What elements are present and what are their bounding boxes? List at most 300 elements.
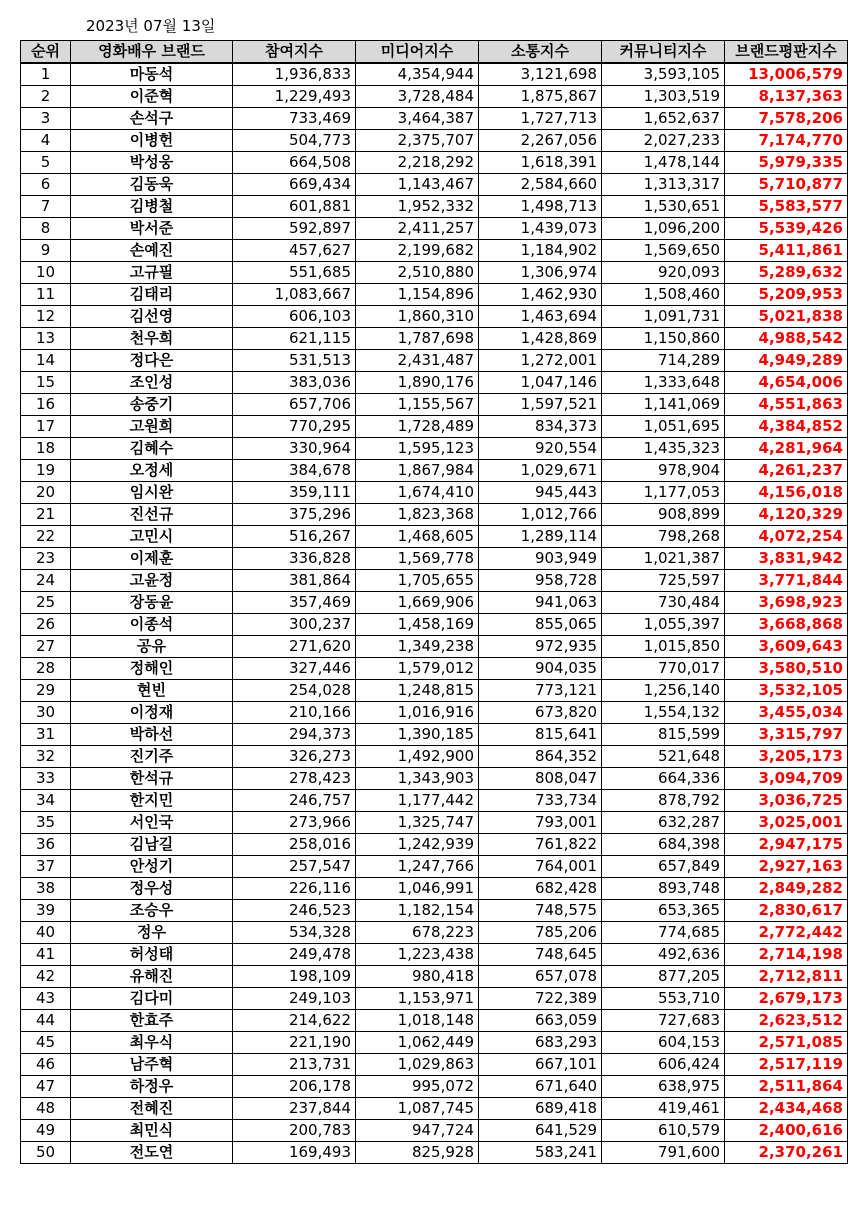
participation-index-cell: 534,328 — [233, 922, 356, 944]
table-row — [21, 746, 848, 768]
date-label: 2023년 07월 13일 — [86, 17, 216, 35]
actor-name-cell: 김선영 — [71, 306, 233, 328]
rank-cell: 34 — [21, 790, 71, 812]
communication-index-cell: 958,728 — [479, 570, 602, 592]
actor-name-cell: 이제훈 — [71, 548, 233, 570]
brand-reputation-index-cell: 3,036,725 — [725, 790, 848, 812]
table-header — [21, 41, 848, 64]
participation-index-cell: 516,267 — [233, 526, 356, 548]
community-index-cell: 1,256,140 — [602, 680, 725, 702]
actor-name-cell: 박하선 — [71, 724, 233, 746]
brand-reputation-index-cell: 3,315,797 — [725, 724, 848, 746]
rank-cell: 21 — [21, 504, 71, 526]
media-index-cell: 1,062,449 — [356, 1032, 479, 1054]
rank-cell: 7 — [21, 196, 71, 218]
participation-index-cell: 246,523 — [233, 900, 356, 922]
table-row — [21, 702, 848, 724]
community-index-cell: 1,150,860 — [602, 328, 725, 350]
rank-cell: 10 — [21, 262, 71, 284]
communication-index-cell: 1,184,902 — [479, 240, 602, 262]
media-index-cell: 1,823,368 — [356, 504, 479, 526]
participation-index-cell: 273,966 — [233, 812, 356, 834]
communication-index-cell: 1,029,671 — [479, 460, 602, 482]
table-row — [21, 174, 848, 196]
media-index-cell: 1,325,747 — [356, 812, 479, 834]
participation-index-cell: 271,620 — [233, 636, 356, 658]
rank-cell: 47 — [21, 1076, 71, 1098]
participation-index-cell: 258,016 — [233, 834, 356, 856]
table-row — [21, 460, 848, 482]
actor-name-cell: 정다은 — [71, 350, 233, 372]
communication-index-cell: 682,428 — [479, 878, 602, 900]
table-row — [21, 1076, 848, 1098]
participation-index-cell: 657,706 — [233, 394, 356, 416]
communication-index-cell: 920,554 — [479, 438, 602, 460]
brand-reputation-index-cell: 5,289,632 — [725, 262, 848, 284]
rank-cell: 9 — [21, 240, 71, 262]
participation-index-cell: 357,469 — [233, 592, 356, 614]
actor-name-cell: 김남길 — [71, 834, 233, 856]
participation-index-cell: 384,678 — [233, 460, 356, 482]
media-index-cell: 1,468,605 — [356, 526, 479, 548]
community-index-cell: 1,313,317 — [602, 174, 725, 196]
community-index-cell: 2,027,233 — [602, 130, 725, 152]
table-body — [21, 63, 848, 1164]
actor-name-cell: 이병헌 — [71, 130, 233, 152]
table-row — [21, 306, 848, 328]
community-index-cell: 1,015,850 — [602, 636, 725, 658]
actor-name-cell: 김혜수 — [71, 438, 233, 460]
table-row — [21, 1032, 848, 1054]
communication-index-cell: 864,352 — [479, 746, 602, 768]
actor-name-cell: 진기주 — [71, 746, 233, 768]
community-index-cell: 798,268 — [602, 526, 725, 548]
participation-index-cell: 601,881 — [233, 196, 356, 218]
rank-cell: 23 — [21, 548, 71, 570]
community-index-cell: 1,051,695 — [602, 416, 725, 438]
rank-cell: 19 — [21, 460, 71, 482]
table-row — [21, 548, 848, 570]
communication-index-cell: 1,306,974 — [479, 262, 602, 284]
brand-reputation-index-cell: 8,137,363 — [725, 86, 848, 108]
brand-reputation-index-cell: 5,411,861 — [725, 240, 848, 262]
actor-name-cell: 손석구 — [71, 108, 233, 130]
media-index-cell: 1,705,655 — [356, 570, 479, 592]
communication-index-cell: 785,206 — [479, 922, 602, 944]
rank-cell: 28 — [21, 658, 71, 680]
rank-cell: 42 — [21, 966, 71, 988]
table-row — [21, 130, 848, 152]
rank-cell: 46 — [21, 1054, 71, 1076]
actor-name-cell: 장동윤 — [71, 592, 233, 614]
community-index-cell: 1,435,323 — [602, 438, 725, 460]
community-index-cell: 920,093 — [602, 262, 725, 284]
participation-index-cell: 383,036 — [233, 372, 356, 394]
participation-index-cell: 213,731 — [233, 1054, 356, 1076]
media-index-cell: 1,046,991 — [356, 878, 479, 900]
actor-name-cell: 하정우 — [71, 1076, 233, 1098]
media-index-cell: 980,418 — [356, 966, 479, 988]
rank-cell: 24 — [21, 570, 71, 592]
media-index-cell: 678,223 — [356, 922, 479, 944]
communication-index-cell: 1,597,521 — [479, 394, 602, 416]
rank-cell: 3 — [21, 108, 71, 130]
brand-reputation-index-cell: 2,714,198 — [725, 944, 848, 966]
rank-cell: 13 — [21, 328, 71, 350]
community-index-cell: 604,153 — [602, 1032, 725, 1054]
actor-name-cell: 마동석 — [71, 63, 233, 86]
participation-index-cell: 237,844 — [233, 1098, 356, 1120]
community-index-cell: 606,424 — [602, 1054, 725, 1076]
table-row — [21, 196, 848, 218]
rank-cell: 17 — [21, 416, 71, 438]
actor-name-cell: 조인성 — [71, 372, 233, 394]
community-index-cell: 1,508,460 — [602, 284, 725, 306]
communication-index-cell: 808,047 — [479, 768, 602, 790]
brand-reputation-index-cell: 4,654,006 — [725, 372, 848, 394]
community-index-cell: 770,017 — [602, 658, 725, 680]
table-row — [21, 526, 848, 548]
communication-index-cell: 945,443 — [479, 482, 602, 504]
communication-index-cell: 1,272,001 — [479, 350, 602, 372]
community-index-cell: 419,461 — [602, 1098, 725, 1120]
media-index-cell: 1,087,745 — [356, 1098, 479, 1120]
brand-reputation-index-cell: 2,830,617 — [725, 900, 848, 922]
media-index-cell: 1,867,984 — [356, 460, 479, 482]
actor-name-cell: 현빈 — [71, 680, 233, 702]
actor-name-cell: 공유 — [71, 636, 233, 658]
participation-index-cell: 246,757 — [233, 790, 356, 812]
media-index-cell: 825,928 — [356, 1142, 479, 1164]
communication-index-cell: 663,059 — [479, 1010, 602, 1032]
actor-name-cell: 한지민 — [71, 790, 233, 812]
brand-reputation-index-cell: 4,281,964 — [725, 438, 848, 460]
community-index-cell: 653,365 — [602, 900, 725, 922]
participation-index-cell: 327,446 — [233, 658, 356, 680]
communication-index-cell: 904,035 — [479, 658, 602, 680]
participation-index-cell: 1,229,493 — [233, 86, 356, 108]
community-index-cell: 791,600 — [602, 1142, 725, 1164]
communication-index-cell: 1,875,867 — [479, 86, 602, 108]
communication-index-cell: 1,618,391 — [479, 152, 602, 174]
participation-index-cell: 551,685 — [233, 262, 356, 284]
media-index-cell: 2,411,257 — [356, 218, 479, 240]
communication-index-cell: 667,101 — [479, 1054, 602, 1076]
brand-reputation-index-cell: 2,772,442 — [725, 922, 848, 944]
communication-index-cell: 815,641 — [479, 724, 602, 746]
community-index-cell: 638,975 — [602, 1076, 725, 1098]
brand-reputation-index-cell: 5,710,877 — [725, 174, 848, 196]
rank-cell: 11 — [21, 284, 71, 306]
rank-cell: 50 — [21, 1142, 71, 1164]
community-index-cell: 632,287 — [602, 812, 725, 834]
communication-index-cell: 855,065 — [479, 614, 602, 636]
participation-index-cell: 300,237 — [233, 614, 356, 636]
brand-reputation-index-cell: 2,679,173 — [725, 988, 848, 1010]
rank-cell: 33 — [21, 768, 71, 790]
brand-reputation-index-cell: 5,539,426 — [725, 218, 848, 240]
media-index-cell: 1,242,939 — [356, 834, 479, 856]
header-rank: 순위 — [21, 41, 71, 64]
media-index-cell: 1,155,567 — [356, 394, 479, 416]
header-communication-index: 소통지수 — [479, 41, 602, 64]
media-index-cell: 1,669,906 — [356, 592, 479, 614]
media-index-cell: 2,510,880 — [356, 262, 479, 284]
participation-index-cell: 200,783 — [233, 1120, 356, 1142]
communication-index-cell: 761,822 — [479, 834, 602, 856]
community-index-cell: 1,333,648 — [602, 372, 725, 394]
participation-index-cell: 226,116 — [233, 878, 356, 900]
participation-index-cell: 198,109 — [233, 966, 356, 988]
media-index-cell: 1,343,903 — [356, 768, 479, 790]
community-index-cell: 664,336 — [602, 768, 725, 790]
community-index-cell: 521,648 — [602, 746, 725, 768]
communication-index-cell: 673,820 — [479, 702, 602, 724]
table-row — [21, 944, 848, 966]
brand-reputation-index-cell: 4,551,863 — [725, 394, 848, 416]
participation-index-cell: 457,627 — [233, 240, 356, 262]
table-row — [21, 812, 848, 834]
brand-reputation-index-cell: 4,120,329 — [725, 504, 848, 526]
community-index-cell: 730,484 — [602, 592, 725, 614]
community-index-cell: 1,478,144 — [602, 152, 725, 174]
participation-index-cell: 249,103 — [233, 988, 356, 1010]
communication-index-cell: 972,935 — [479, 636, 602, 658]
brand-reputation-index-cell: 4,072,254 — [725, 526, 848, 548]
rank-cell: 5 — [21, 152, 71, 174]
participation-index-cell: 621,115 — [233, 328, 356, 350]
participation-index-cell: 531,513 — [233, 350, 356, 372]
community-index-cell: 877,205 — [602, 966, 725, 988]
brand-reputation-index-cell: 2,849,282 — [725, 878, 848, 900]
brand-reputation-index-cell: 4,384,852 — [725, 416, 848, 438]
header-actor-brand: 영화배우 브랜드 — [71, 41, 233, 64]
participation-index-cell: 214,622 — [233, 1010, 356, 1032]
communication-index-cell: 748,575 — [479, 900, 602, 922]
actor-name-cell: 고윤정 — [71, 570, 233, 592]
brand-reputation-index-cell: 3,609,643 — [725, 636, 848, 658]
brand-reputation-index-cell: 3,455,034 — [725, 702, 848, 724]
communication-index-cell: 1,462,930 — [479, 284, 602, 306]
rank-cell: 22 — [21, 526, 71, 548]
communication-index-cell: 2,584,660 — [479, 174, 602, 196]
actor-name-cell: 최우식 — [71, 1032, 233, 1054]
media-index-cell: 1,390,185 — [356, 724, 479, 746]
table-row — [21, 790, 848, 812]
brand-reputation-index-cell: 3,831,942 — [725, 548, 848, 570]
communication-index-cell: 1,047,146 — [479, 372, 602, 394]
brand-reputation-index-cell: 3,698,923 — [725, 592, 848, 614]
brand-reputation-index-cell: 2,623,512 — [725, 1010, 848, 1032]
communication-index-cell: 793,001 — [479, 812, 602, 834]
table-row — [21, 680, 848, 702]
rank-cell: 2 — [21, 86, 71, 108]
brand-reputation-index-cell: 3,205,173 — [725, 746, 848, 768]
media-index-cell: 1,248,815 — [356, 680, 479, 702]
brand-reputation-index-cell: 4,949,289 — [725, 350, 848, 372]
media-index-cell: 3,728,484 — [356, 86, 479, 108]
table-row — [21, 1054, 848, 1076]
communication-index-cell: 903,949 — [479, 548, 602, 570]
media-index-cell: 1,952,332 — [356, 196, 479, 218]
actor-name-cell: 고민시 — [71, 526, 233, 548]
communication-index-cell: 733,734 — [479, 790, 602, 812]
community-index-cell: 1,141,069 — [602, 394, 725, 416]
brand-reputation-index-cell: 3,668,868 — [725, 614, 848, 636]
table-row — [21, 834, 848, 856]
community-index-cell: 1,096,200 — [602, 218, 725, 240]
actor-name-cell: 오정세 — [71, 460, 233, 482]
table-row — [21, 570, 848, 592]
table-row — [21, 240, 848, 262]
communication-index-cell: 641,529 — [479, 1120, 602, 1142]
table-row — [21, 900, 848, 922]
participation-index-cell: 1,936,833 — [233, 63, 356, 86]
actor-name-cell: 한석규 — [71, 768, 233, 790]
actor-name-cell: 김동욱 — [71, 174, 233, 196]
rank-cell: 14 — [21, 350, 71, 372]
brand-reputation-index-cell: 2,927,163 — [725, 856, 848, 878]
table-row — [21, 63, 848, 86]
actor-name-cell: 전혜진 — [71, 1098, 233, 1120]
actor-name-cell: 이종석 — [71, 614, 233, 636]
table-row — [21, 658, 848, 680]
community-index-cell: 610,579 — [602, 1120, 725, 1142]
actor-name-cell: 안성기 — [71, 856, 233, 878]
community-index-cell: 553,710 — [602, 988, 725, 1010]
rank-cell: 1 — [21, 63, 71, 86]
community-index-cell: 714,289 — [602, 350, 725, 372]
media-index-cell: 1,153,971 — [356, 988, 479, 1010]
actor-name-cell: 남주혁 — [71, 1054, 233, 1076]
table-row — [21, 1010, 848, 1032]
community-index-cell: 1,554,132 — [602, 702, 725, 724]
table-row — [21, 482, 848, 504]
media-index-cell: 2,431,487 — [356, 350, 479, 372]
actor-name-cell: 허성태 — [71, 944, 233, 966]
participation-index-cell: 294,373 — [233, 724, 356, 746]
media-index-cell: 1,143,467 — [356, 174, 479, 196]
brand-reputation-index-cell: 3,771,844 — [725, 570, 848, 592]
rank-cell: 30 — [21, 702, 71, 724]
rank-cell: 40 — [21, 922, 71, 944]
brand-reputation-index-cell: 7,578,206 — [725, 108, 848, 130]
participation-index-cell: 278,423 — [233, 768, 356, 790]
community-index-cell: 978,904 — [602, 460, 725, 482]
brand-reputation-index-cell: 3,532,105 — [725, 680, 848, 702]
rank-cell: 8 — [21, 218, 71, 240]
rank-cell: 41 — [21, 944, 71, 966]
community-index-cell: 684,398 — [602, 834, 725, 856]
media-index-cell: 1,728,489 — [356, 416, 479, 438]
table-row — [21, 966, 848, 988]
header-community-index: 커뮤니티지수 — [602, 41, 725, 64]
header-brand-reputation-index: 브랜드평판지수 — [725, 41, 848, 64]
rank-cell: 37 — [21, 856, 71, 878]
rank-cell: 26 — [21, 614, 71, 636]
community-index-cell: 893,748 — [602, 878, 725, 900]
participation-index-cell: 1,083,667 — [233, 284, 356, 306]
table-row — [21, 86, 848, 108]
media-index-cell: 1,016,916 — [356, 702, 479, 724]
actor-name-cell: 정해인 — [71, 658, 233, 680]
media-index-cell: 947,724 — [356, 1120, 479, 1142]
table-row — [21, 394, 848, 416]
brand-reputation-index-cell: 5,583,577 — [725, 196, 848, 218]
media-index-cell: 1,860,310 — [356, 306, 479, 328]
rank-cell: 35 — [21, 812, 71, 834]
media-index-cell: 1,018,148 — [356, 1010, 479, 1032]
participation-index-cell: 664,508 — [233, 152, 356, 174]
community-index-cell: 1,091,731 — [602, 306, 725, 328]
media-index-cell: 1,223,438 — [356, 944, 479, 966]
brand-ranking-table — [20, 40, 848, 1164]
actor-name-cell: 임시완 — [71, 482, 233, 504]
media-index-cell: 1,154,896 — [356, 284, 479, 306]
participation-index-cell: 336,828 — [233, 548, 356, 570]
rank-cell: 48 — [21, 1098, 71, 1120]
participation-index-cell: 669,434 — [233, 174, 356, 196]
participation-index-cell: 210,166 — [233, 702, 356, 724]
participation-index-cell: 326,273 — [233, 746, 356, 768]
actor-name-cell: 정우 — [71, 922, 233, 944]
communication-index-cell: 657,078 — [479, 966, 602, 988]
communication-index-cell: 764,001 — [479, 856, 602, 878]
actor-name-cell: 이준혁 — [71, 86, 233, 108]
participation-index-cell: 221,190 — [233, 1032, 356, 1054]
table-row — [21, 768, 848, 790]
community-index-cell: 492,636 — [602, 944, 725, 966]
table-row — [21, 372, 848, 394]
media-index-cell: 1,595,123 — [356, 438, 479, 460]
table-row — [21, 592, 848, 614]
rank-cell: 16 — [21, 394, 71, 416]
media-index-cell: 1,787,698 — [356, 328, 479, 350]
header-media-index: 미디어지수 — [356, 41, 479, 64]
rank-cell: 36 — [21, 834, 71, 856]
communication-index-cell: 834,373 — [479, 416, 602, 438]
rank-cell: 20 — [21, 482, 71, 504]
participation-index-cell: 375,296 — [233, 504, 356, 526]
community-index-cell: 1,652,637 — [602, 108, 725, 130]
actor-name-cell: 천우희 — [71, 328, 233, 350]
actor-name-cell: 고원희 — [71, 416, 233, 438]
rank-cell: 45 — [21, 1032, 71, 1054]
rank-cell: 29 — [21, 680, 71, 702]
actor-name-cell: 한효주 — [71, 1010, 233, 1032]
actor-name-cell: 김태리 — [71, 284, 233, 306]
actor-name-cell: 진선규 — [71, 504, 233, 526]
table-row — [21, 262, 848, 284]
media-index-cell: 1,029,863 — [356, 1054, 479, 1076]
brand-reputation-index-cell: 4,261,237 — [725, 460, 848, 482]
table-row — [21, 1142, 848, 1164]
rank-cell: 31 — [21, 724, 71, 746]
media-index-cell: 1,569,778 — [356, 548, 479, 570]
actor-name-cell: 정우성 — [71, 878, 233, 900]
community-index-cell: 774,685 — [602, 922, 725, 944]
participation-index-cell: 359,111 — [233, 482, 356, 504]
table-row — [21, 856, 848, 878]
table-row — [21, 878, 848, 900]
brand-reputation-index-cell: 7,174,770 — [725, 130, 848, 152]
brand-reputation-index-cell: 2,511,864 — [725, 1076, 848, 1098]
community-index-cell: 908,899 — [602, 504, 725, 526]
rank-cell: 4 — [21, 130, 71, 152]
communication-index-cell: 773,121 — [479, 680, 602, 702]
brand-reputation-index-cell: 3,094,709 — [725, 768, 848, 790]
participation-index-cell: 254,028 — [233, 680, 356, 702]
